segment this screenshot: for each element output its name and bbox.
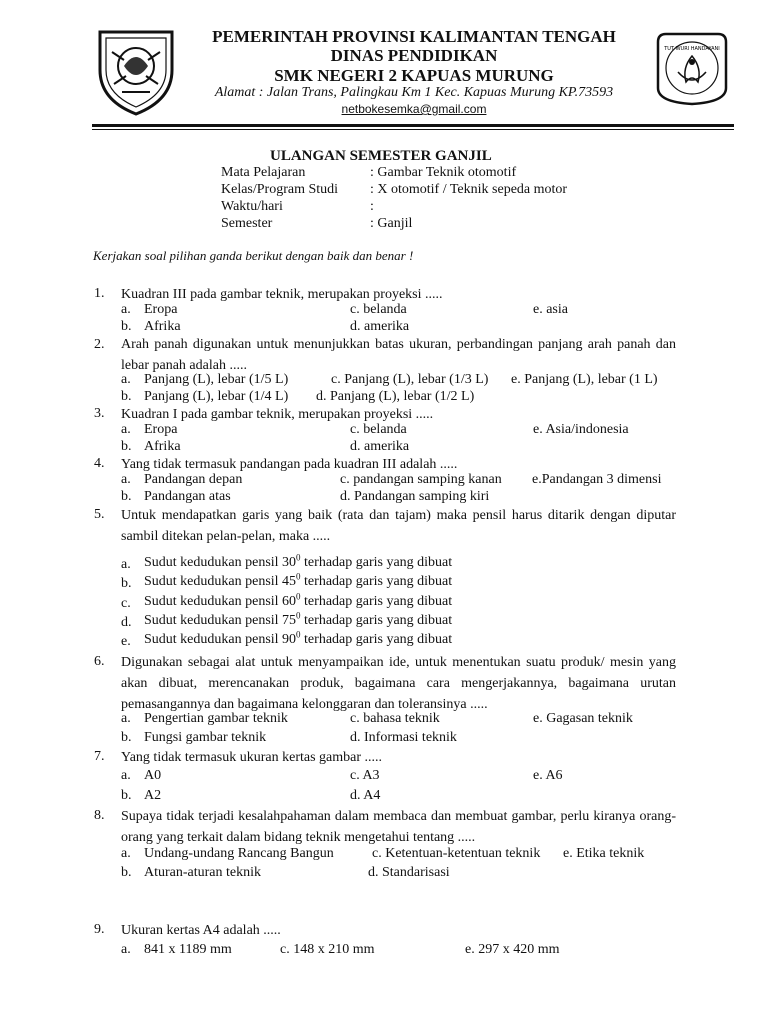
question-7-number: 7.	[94, 749, 105, 764]
q1-option-b-letter: b.	[121, 319, 132, 334]
q9-option-c: c. 148 x 210 mm	[280, 942, 375, 957]
q1-option-a-text: Eropa	[144, 302, 178, 317]
q3-option-c: c. belanda	[350, 422, 407, 437]
q5-option-c-text: Sudut kedudukan pensil $60^0$ terhadap garis yang dibuat	[144, 591, 453, 609]
q6-option-a-letter: a.	[121, 711, 131, 726]
field-label-class: Kelas/Program Studi	[221, 182, 339, 197]
q1-option-c: c. belanda	[350, 302, 407, 317]
q2-option-a-letter: a.	[121, 372, 131, 387]
field-label-semester: Semester	[221, 216, 273, 231]
q5-option-d-text: Sudut kedudukan pensil $75^0$ terhadap garis yang dibuat	[144, 610, 453, 628]
q3-option-a-text: Eropa	[144, 422, 178, 437]
field-value-semester: : Ganjil	[370, 216, 413, 231]
q7-option-b-text: A2	[144, 788, 162, 803]
q3-option-e: e. Asia/indonesia	[533, 422, 629, 437]
question-4-number: 4.	[94, 456, 105, 471]
q5-option-e-letter: e.	[121, 634, 131, 649]
q4-option-b-letter: b.	[121, 489, 132, 504]
q1-option-a-letter: a.	[121, 302, 131, 317]
question-5-number: 5.	[94, 507, 105, 522]
q7-option-a-letter: a.	[121, 768, 131, 783]
q2-option-b-letter: b.	[121, 389, 132, 404]
svg-text:TUT WURI HANDAYANI: TUT WURI HANDAYANI	[664, 46, 720, 52]
question-7-text: Yang tidak termasuk ukuran kertas gambar .....	[121, 750, 383, 765]
question-8-number: 8.	[94, 808, 105, 823]
q4-option-e: e.Pandangan 3 dimensi	[532, 472, 662, 487]
q5-option-c-letter: c.	[121, 596, 131, 611]
q6-option-b-letter: b.	[121, 730, 132, 745]
q8-option-c: c. Ketentuan-ketentuan teknik	[372, 846, 541, 861]
header-divider-thin	[92, 129, 734, 130]
q2-option-b-text: Panjang (L), lebar (1/4 L)	[144, 389, 289, 404]
q4-option-d: d. Pandangan samping kiri	[340, 489, 490, 504]
q5-option-a-letter: a.	[121, 557, 131, 572]
question-2-text: Arah panah digunakan untuk menunjukkan batas ukuran, perbandingan panjang arah panah dan lebar panah adalah .....	[121, 337, 676, 373]
header-email-link[interactable]: netbokesemka@gmail.com	[341, 102, 487, 116]
question-6-number: 6.	[94, 654, 105, 669]
q5-option-a-text: Sudut kedudukan pensil $30^0$ terhadap garis yang dibuat	[144, 552, 453, 570]
header-line-2: DINAS PENDIDIKAN	[330, 46, 498, 65]
header-address: Alamat : Jalan Trans, Palingkau Km 1 Kec. Kapuas Murung KP.73593	[214, 85, 614, 100]
q2-option-a-text: Panjang (L), lebar (1/5 L)	[144, 372, 289, 387]
q2-option-c: c. Panjang (L), lebar (1/3 L)	[331, 372, 489, 387]
q8-option-a-text: Undang-undang Rancang Bangun	[144, 846, 334, 861]
field-label-subject: Mata Pelajaran	[221, 165, 306, 180]
q9-option-e: e. 297 x 420 mm	[465, 942, 560, 957]
question-1-text: Kuadran III pada gambar teknik, merupakan proyeksi .....	[121, 287, 443, 302]
q7-option-a-text: A0	[144, 768, 162, 783]
q2-option-e: e. Panjang (L), lebar (1 L)	[511, 372, 658, 387]
q6-option-a-text: Pengertian gambar teknik	[144, 711, 288, 726]
q1-option-d: d. amerika	[350, 319, 410, 334]
q8-option-b-text: Aturan-aturan teknik	[144, 865, 262, 880]
header-divider-thick	[92, 124, 734, 127]
q3-option-d: d. amerika	[350, 439, 410, 454]
q8-option-e: e. Etika teknik	[563, 846, 645, 861]
q6-option-b-text: Fungsi gambar teknik	[144, 730, 267, 745]
q4-option-c: c. pandangan samping kanan	[340, 472, 502, 487]
q6-option-c: c. bahasa teknik	[350, 711, 440, 726]
exam-title: ULANGAN SEMESTER GANJIL	[270, 148, 492, 164]
header-line-3: SMK NEGERI 2 KAPUAS MURUNG	[274, 66, 554, 85]
q2-option-d: d. Panjang (L), lebar (1/2 L)	[316, 389, 475, 404]
q7-option-d: d. A4	[350, 788, 381, 803]
q3-option-b-text: Afrika	[144, 439, 181, 454]
q8-option-a-letter: a.	[121, 846, 131, 861]
q5-option-d-letter: d.	[121, 615, 132, 630]
q9-option-a-letter: a.	[121, 942, 131, 957]
q5-option-b-letter: b.	[121, 576, 132, 591]
header-line-1: PEMERINTAH PROVINSI KALIMANTAN TENGAH	[212, 27, 616, 46]
question-2-number: 2.	[94, 337, 105, 352]
q9-option-a-text: 841 x 1189 mm	[144, 942, 232, 957]
q3-option-b-letter: b.	[121, 439, 132, 454]
question-1-number: 1.	[94, 286, 105, 301]
question-9-text: Ukuran kertas A4 adalah .....	[121, 923, 281, 938]
field-value-subject: : Gambar Teknik otomotif	[370, 165, 517, 180]
q6-option-d: d. Informasi teknik	[350, 730, 457, 745]
question-4-text: Yang tidak termasuk pandangan pada kuadran III adalah .....	[121, 457, 458, 472]
question-3-text: Kuadran I pada gambar teknik, merupakan proyeksi .....	[121, 407, 434, 422]
question-9-number: 9.	[94, 922, 105, 937]
question-8-text: Supaya tidak terjadi kesalahpahaman dalam membaca dan membuat gambar, perlu kiranya orang-orang yang terkait dalam bidang teknik mengetahui tentang .....	[121, 809, 676, 845]
question-6-text: Digunakan sebagai alat untuk menyampaikan ide, untuk menentukan suatu produk/ mesin yang akan dibuat, merencanakan produk, bagaimana cara mengerjakannya, bagaimana urutan pemasangannya dan bagaimana kelonggaran dan toleransinya .....	[121, 655, 676, 712]
q7-option-c: c. A3	[350, 768, 380, 783]
field-label-time: Waktu/hari	[221, 199, 283, 214]
q1-option-e: e. asia	[533, 302, 568, 317]
q1-option-b-text: Afrika	[144, 319, 181, 334]
q6-option-e: e. Gagasan teknik	[533, 711, 633, 726]
q5-option-b-text: Sudut kedudukan pensil $45^0$ terhadap garis yang dibuat	[144, 571, 453, 589]
q7-option-e: e. A6	[533, 768, 563, 783]
field-value-time: :	[370, 199, 374, 214]
q7-option-b-letter: b.	[121, 788, 132, 803]
q4-option-b-text: Pandangan atas	[144, 489, 231, 504]
question-5-text: Untuk mendapatkan garis yang baik (rata dan tajam) maka pensil harus ditarik dengan diputar sambil ditekan pelan-pelan, maka .....	[121, 508, 676, 544]
q3-option-a-letter: a.	[121, 422, 131, 437]
q4-option-a-letter: a.	[121, 472, 131, 487]
field-value-class: : X otomotif / Teknik sepeda motor	[370, 182, 568, 197]
q8-option-d: d. Standarisasi	[368, 865, 450, 880]
q4-option-a-text: Pandangan depan	[144, 472, 243, 487]
q8-option-b-letter: b.	[121, 865, 132, 880]
instruction-text: Kerjakan soal pilihan ganda berikut dengan baik dan benar !	[93, 248, 414, 263]
question-3-number: 3.	[94, 406, 105, 421]
q5-option-e-text: Sudut kedudukan pensil $90^0$ terhadap garis yang dibuat	[144, 629, 453, 647]
